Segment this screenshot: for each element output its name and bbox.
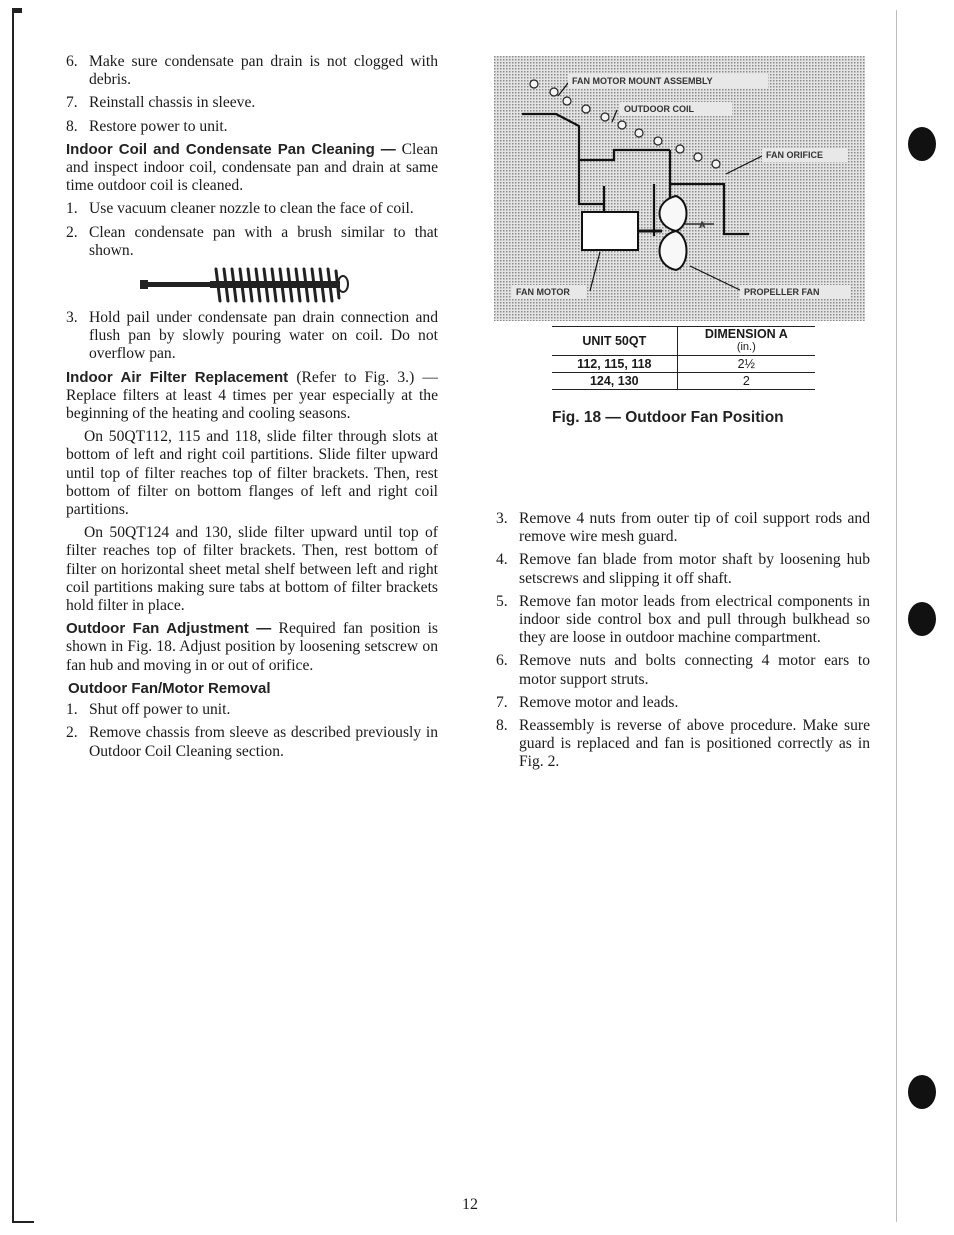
dimension-a-label: A: [699, 220, 706, 230]
binder-hole-3: [908, 1075, 936, 1109]
list-item: 1. Shut off power to unit.: [66, 701, 231, 719]
table-header-dimension: DIMENSION A (in.): [677, 327, 815, 356]
fan-motor-label: FAN MOTOR: [516, 287, 570, 297]
page-border-top-mark: [12, 8, 22, 13]
filter-section: Indoor Air Filter Replacement (Refer to Fig. 3.) — Replace filters at least 4 times per year especially at the beginning of the heating and cooling seasons.: [66, 368, 438, 423]
section-heading: Outdoor Fan/Motor Removal: [68, 679, 271, 697]
list-item: 1. Use vacuum cleaner nozzle to clean the face of coil.: [66, 200, 414, 218]
right-column: [496, 510, 870, 777]
section-heading: Indoor Air Filter Replacement: [66, 368, 289, 386]
section-intro: Clean and inspect indoor coil, condensate pan and drain at same time outdoor coil is cleaned.: [66, 140, 438, 195]
list-item: 2. Clean condensate pan with a brush similar to that shown.: [66, 223, 438, 259]
table-row: 124, 130 2: [552, 373, 815, 390]
outdoor-coil-label: OUTDOOR COIL: [624, 104, 694, 114]
brush-illustration: [136, 265, 356, 305]
list-item: 7. Remove motor and leads.: [496, 693, 679, 711]
figure-caption: Fig. 18 — Outdoor Fan Position: [552, 409, 784, 426]
list-item: 8. Restore power to unit.: [66, 117, 228, 135]
section-heading: Indoor Coil and Condensate Pan Cleaning —: [66, 140, 396, 158]
table-row: 112, 115, 118 2½: [552, 356, 815, 373]
table-header-unit: UNIT 50QT: [552, 327, 677, 356]
page-border-right: [896, 10, 897, 1222]
list-item: 3. Remove 4 nuts from outer tip of coil support rods and remove wire mesh guard.: [496, 510, 870, 546]
section-heading: Outdoor Fan Adjustment —: [66, 620, 272, 638]
list-item: 6. Remove nuts and bolts connecting 4 motor ears to motor support struts.: [496, 652, 870, 688]
fan-motor-mount-label: FAN MOTOR MOUNT ASSEMBLY: [572, 76, 713, 86]
filter-paragraph-1: On 50QT112, 115 and 118, slide filter through slots at bottom of left and right coil partitions. Slide filter upward until top of filter reaches top of filter brackets. Then, rest bottom of filter on bottom flanges of left and right coil partitions.: [66, 428, 438, 519]
list-item: 8. Reassembly is reverse of above procedure. Make sure guard is replaced and fan is positioned correctly as in Fig. 2.: [496, 717, 870, 771]
binder-hole-1: [908, 127, 936, 161]
filter-paragraph-2: On 50QT124 and 130, slide filter upward until top of filter reaches top of filter brackets. Then, rest bottom of filter on horizontal sheet metal shelf between left and right coil partitions making sure tabs at bottom of filter brackets hold filter in place.: [66, 524, 438, 615]
fan-adjust-section: Outdoor Fan Adjustment — Required fan position is shown in Fig. 18. Adjust position by loosening setscrew on fan hub and moving in or out of orifice.: [66, 620, 438, 674]
list-item: 4. Remove fan blade from motor shaft by loosening hub setscrews and slipping it off shaft.: [496, 551, 870, 587]
page-number: 12: [462, 1196, 478, 1213]
list-item: 6. Make sure condensate pan drain is not clogged with debris.: [66, 53, 438, 89]
fan-orifice-label: FAN ORIFICE: [766, 150, 824, 160]
outdoor-fan-position-diagram: [494, 56, 865, 321]
list-item: 3. Hold pail under condensate pan drain connection and flush pan by slowly pouring water on coil. Do not overflow pan.: [66, 309, 438, 363]
binder-hole-2: [908, 602, 936, 636]
left-column: [66, 53, 438, 766]
indoor-coil-section: [66, 141, 438, 196]
propeller-fan-label: PROPELLER FAN: [744, 287, 820, 297]
page-border-bottom-mark: [12, 1221, 34, 1223]
page-border-left: [12, 8, 14, 1223]
dimension-table: [552, 326, 815, 390]
list-item: 7. Reinstall chassis in sleeve.: [66, 94, 256, 112]
list-item: 5. Remove fan motor leads from electrical components in indoor side control box and pull through bulkhead so they are loose in outdoor machine compartment.: [496, 592, 870, 647]
list-item: 2. Remove chassis from sleeve as described previously in Outdoor Coil Cleaning section.: [66, 724, 438, 760]
